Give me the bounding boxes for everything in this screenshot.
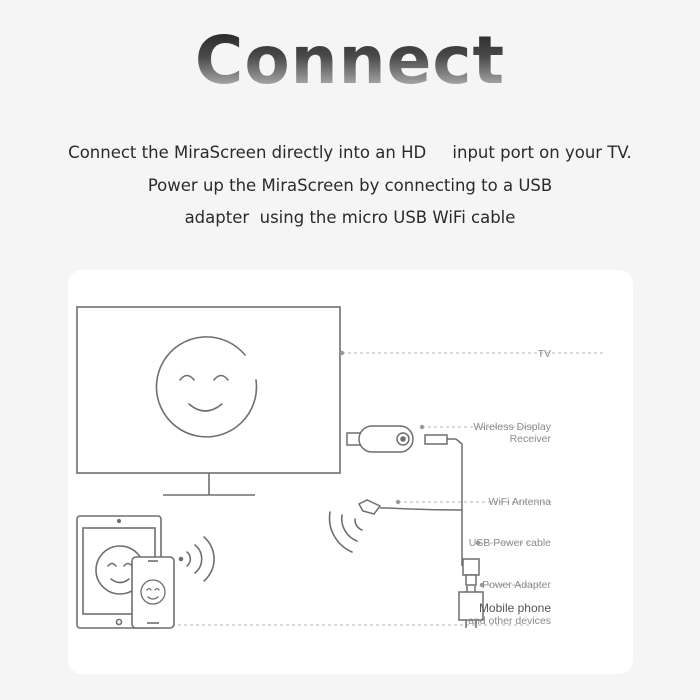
page-title: Connect — [0, 22, 700, 99]
label-receiver-line-1: Wireless Display — [473, 421, 551, 433]
diagram-card — [68, 270, 633, 674]
label-power-adapter: Power Adapter — [482, 579, 551, 591]
label-receiver — [473, 421, 551, 445]
description-line-2: Power up the MiraScreen by connecting to a USB — [147, 176, 553, 195]
description-line-1: Connect the MiraScreen directly into an HD input port on your TV. — [68, 143, 632, 162]
dongle-icon — [347, 426, 413, 452]
description-line-3: adapter using the micro USB WiFi cable — [184, 208, 516, 227]
label-mobile-devices — [468, 601, 551, 627]
label-usb-power-cable: USB Power cable — [468, 537, 551, 549]
phone-wireless-signal-icon — [180, 537, 215, 581]
tv-icon — [77, 307, 340, 495]
usb-plug-icon — [463, 559, 479, 585]
label-tv: TV — [537, 348, 551, 360]
label-receiver-line-2: Receiver — [509, 433, 551, 445]
label-mobile-line-2: and other devices — [468, 615, 551, 627]
smiley-face-icon — [156, 337, 256, 437]
label-wifi-antenna: WiFi Antenna — [488, 496, 551, 508]
phone-icon — [132, 557, 174, 628]
label-mobile-line-1: Mobile phone — [478, 601, 551, 615]
wireless-signal-icon — [330, 512, 362, 552]
